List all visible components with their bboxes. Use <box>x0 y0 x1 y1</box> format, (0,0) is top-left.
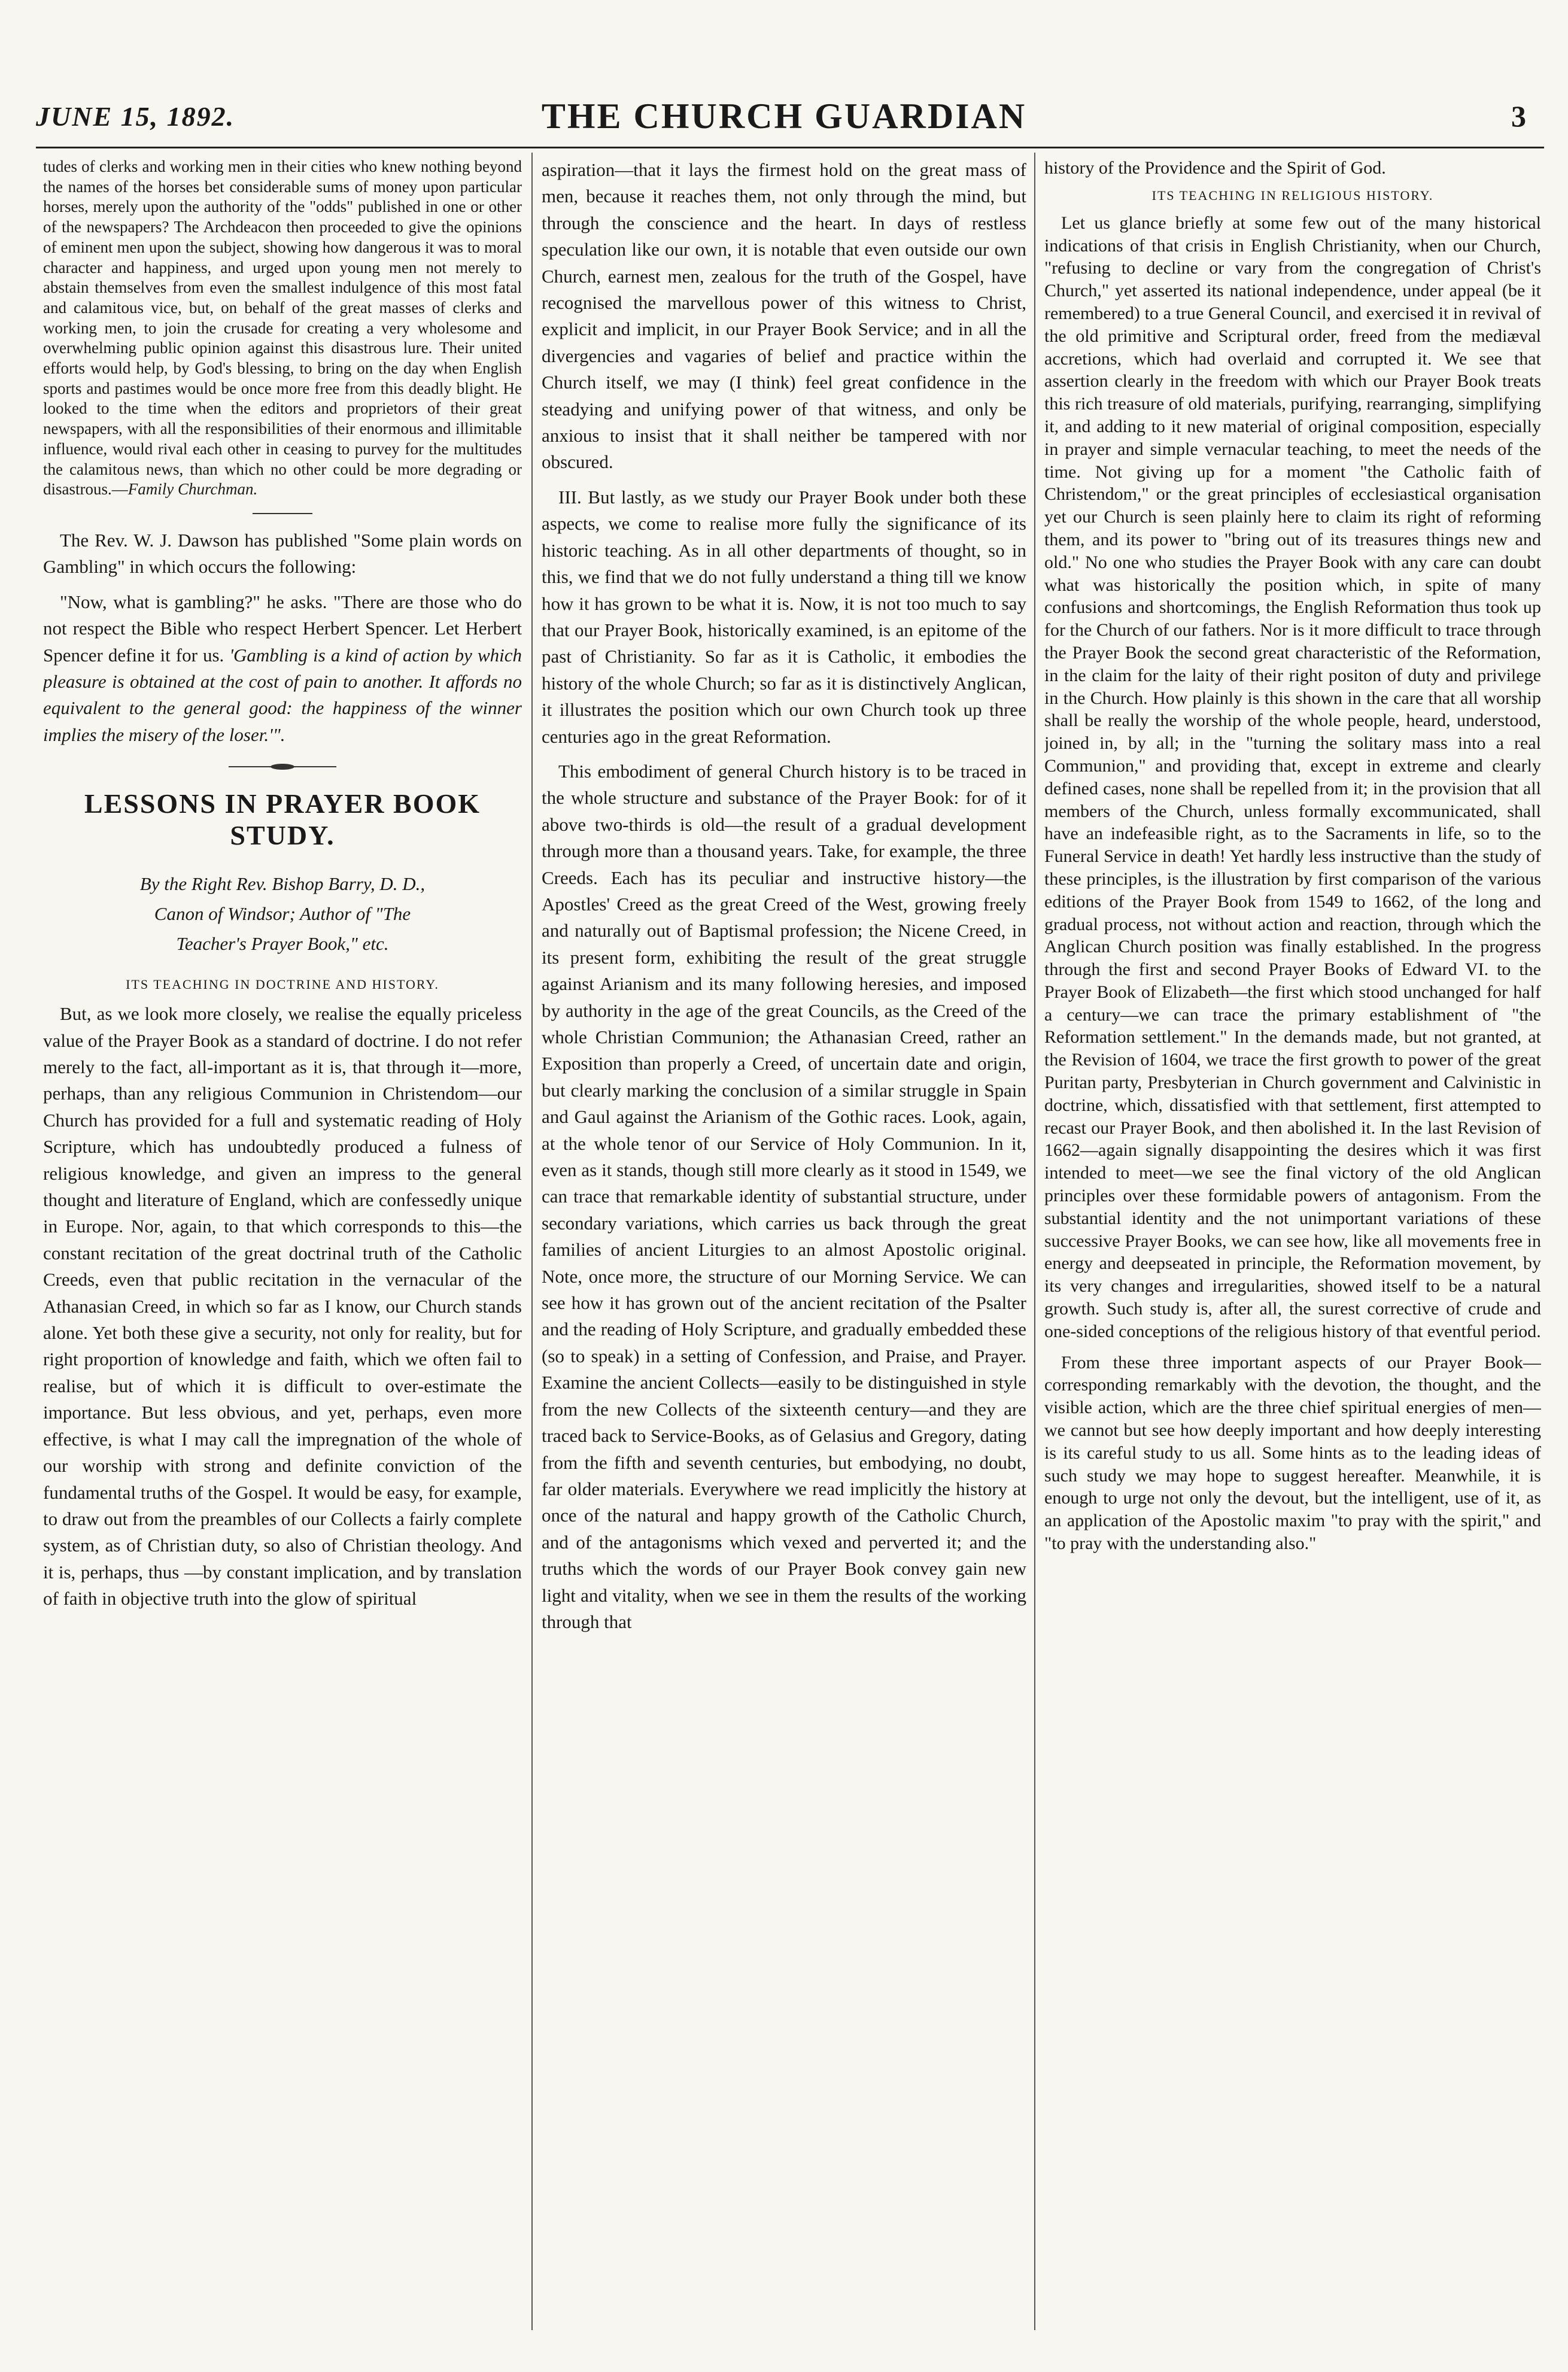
article-paragraph: "Now, what is gambling?" he asks. "There are those who do not respect the Bible who respect Herbert Spencer. Let Herbert Spencer define it for us. 'Gambling is a kind of action by which pleasure is obtained at the cost of pain to another. It affords no equivalent to the general good: the happiness of the winner implies the misery of the loser.'". <box>43 591 522 745</box>
article-paragraph: history of the Providence and the Spirit of God. <box>1044 158 1386 178</box>
column-divider <box>1034 153 1035 2330</box>
page-header <box>36 90 1532 144</box>
article-paragraph: Let us glance briefly at some few out of the many historical indications of that crisis in English Christianity, when our Church, "refusing to decline or vary from the congregation of Christ's Church," yet asserted its national independence, under appeal (be it remembered) to a true General Council, and exercised it in revival of the old primitive and Scriptural order, freed from the mediæval accretions, which had overlaid and corrupted it. We see that assertion clearly in the freedom with which our Prayer Book treats this rich treasure of old materials, purifying, rearranging, simplifying it, and adding to it new material of original composition, especially in prayer and simple vernacular teaching, to meet the needs of the time. Not giving up for a moment "the Catholic faith of Christendom," or the great principles of ecclesiastical organisation yet our Church is seen plainly here to claim its right of reforming them, and its power to "bring out of its treasures things new and old." No one who studies the Prayer Book with any care can doubt what was historically the position which, in spite of many confusions and shortcomings, the English Reformation thus took up for the Church of our fathers. Nor is it more difficult to trace through the Prayer Book the second great characteristic of the Reformation, in the claim for the laity of their right positon of duty and privilege in the Church. How plainly is this shown in the care that all worship shall be really the worship of the whole people, heard, understood, joined in, by all; in the "turning the solitary mass into a real Communion," and providing that, except in extreme and clearly defined cases, none shall be repelled from it; in the provision that all members of the Church, unless formally excommunicated, shall have an indefeasible right, as to the Sacraments in life, so to the Funeral Service in death! Yet hardly less instructive than the study of these principles, is the illustration by first comparison of the various editions of the Prayer Book from 1549 to 1662, of the long and gradual process, not without action and reaction, through which the Anglican Church position was finally established. In the progress through the first and second Prayer Books of Edward VI. to the Prayer Book of Elizabeth—the first which stood unchanged for half a century—we can trace the primary establishment of "the Reformation settlement." In the demands made, but not granted, at the Revision of 1604, we trace the first growth to power of the great Puritan party, Presbyterian in Church government and Calvinistic in doctrine, which, dissatisfied with that settlement, first attempted to recast our Prayer Book, and then abolished it. In the last Revision of 1662—again signally disappointing the desires which it was first intended to meet—we see the final victory of the old Anglican principles over these formidable powers of antagonism. From the substantial identity and the not unimportant variations of these successive Prayer Books, we can see how, like all movements free in energy and deepseated in principle, the Reformation movement, by its very changes and irregularities, showed itself to be a natural growth. Such study is, after all, the surest corrective of crude and one-sided conceptions of the religious history of that eventful period. <box>1044 212 1541 1341</box>
section-subheading: ITS TEACHING IN DOCTRINE AND HISTORY. <box>126 977 439 992</box>
column-left <box>43 157 522 2324</box>
column-middle <box>542 157 1026 2324</box>
article-paragraph: aspiration—that it lays the firmest hold on the great mass of men, because it reaches them, not only through the mind, but through the conscience and the heart. In days of restless speculation like our own, it is notable that even outside our own Church, earnest men, zealous for the truth of the Gospel, have recognised the marvellous power of this witness to Christ, explicit and implicit, in our Prayer Book Service; and in all the divergencies and vagaries of belief and practice within the Church itself, we may (I think) feel great confidence in the steadying and unifying power of that witness, and only be anxious to insist that it shall neither be tampered with nor obscured. <box>542 159 1026 473</box>
issue-date: JUNE 15, 1892. <box>36 101 235 132</box>
column-right <box>1044 157 1541 2324</box>
header-rule <box>36 147 1544 148</box>
source-credit: Family Churchman. <box>127 480 258 499</box>
article-paragraph: This embodiment of general Church history is to be traced in the whole structure and substance of the Prayer Book: for of it above two-thirds is old—the result of a gradual development through more than a thousand years. Take, for example, the three Creeds. Each has its peculiar and instructive history—the Apostles' Creed as the great Creed of the West, growing freely and naturally out of Baptismal profession; the Nicene Creed, in its present form, exhibiting the result of the great struggle against Arianism and its many following heresies, and imposed by authority in the age of the great Councils, as the Creed of the whole Christian Communion; the Athanasian Creed, rather an Exposition than properly a Creed, of uncertain date and origin, but clearly marking the conclusion of a similar struggle in Spain and Gaul against the Arianism of the Gothic races. Look, again, at the whole tenor of our Service of Holy Communion. In it, even as it stands, though still more clearly as it stood in 1549, we can trace that remarkable identity of substantial structure, under secondary variations, which carries us back through the great families of ancient Liturgies to an almost Apostolic original. Note, once more, the structure of our Morning Service. We can see how it has grown out of the ancient recitation of the Psalter and the reading of Holy Scripture, and gradually embedded these (so to speak) in a setting of Confession, and Praise, and Prayer. Examine the ancient Collects—easily to be distinguished in style from the new Collects of the sixteenth century—and they are traced back to Service-Books, as of Gelasius and Gregory, dating from the fifth and seventh centuries, but embodying, no doubt, far older materials. Everywhere we read implicitly the history at once of the natural and happy growth of the Catholic Church, and of the antagonisms which vexed and perverted it; and the truths which the words of our Prayer Book convey gain new light and vitality, when we see in them the results of the working through that <box>542 760 1026 1632</box>
page-number: 3 <box>1511 99 1526 133</box>
article-paragraph: III. But lastly, as we study our Prayer Book under both these aspects, we come to realise more fully the significance of its historic teaching. As in all other departments of thought, so in this, we find that we do not fully understand a thing till we know how it has grown to be what it is. Now, it is not too much to say that our Prayer Book, historically examined, is an epitome of the past of Christianity. So far as it is Catholic, it embodies the history of the whole Church; so far as it is distinctively Anglican, it illustrates the position which our own Church took up three centuries ago in the great Reformation. <box>542 486 1026 747</box>
section-subheading: ITS TEACHING IN RELIGIOUS HISTORY. <box>1151 187 1434 203</box>
article-headline: LESSONS IN PRAYER BOOK STUDY. <box>84 788 481 851</box>
column-divider <box>531 153 533 2330</box>
ornamental-divider <box>229 764 336 770</box>
gambling-definition-quote: 'Gambling is a kind of action by which pleasure is obtained at the cost of pain to another. It affords no equivalent to the general good: the happiness of the winner implies the misery of the loser.'". <box>43 644 522 745</box>
article-paragraph: From these three important aspects of our Prayer Book—corresponding remarkably with the devotion, the thought, and the visible action, which are the three chief spiritual energies of men—we cannot but see how deeply important and how deeply interesting is its careful study to us all. Some hints as to the leading ideas of such study we may hope to suggest hereafter. Meanwhile, it is enough to urge not only the devout, but the intelligent, use of it, as an application of the Apostolic maxim "to pray with the spirit," and "to pray with the understanding also." <box>1044 1352 1541 1554</box>
section-rule <box>253 513 312 514</box>
article-paragraph: But, as we look more closely, we realise the equally priceless value of the Prayer Book as a standard of doctrine. I do not refer merely to the fact, all-important as it is, that through it—more, perhaps, than any religious Communion in Christendom—our Church has provided for a full and systematic reading of Holy Scripture, which has undoubtedly produced a fulness of religious knowledge, and given an impress to the general thought and literature of England, which are confessedly unique in Europe. Nor, again, to that which corresponds to this—the constant recitation of the great doctrinal truth of the Catholic Creeds, even that public recitation in the vernacular of the Athanasian Creed, in which so far as I know, our Church stands alone. Yet both these give a security, not only for reality, but for right proportion of knowledge and faith, which we often fail to realise, but of which it is difficult to over-estimate the importance. But less obvious, and yet, perhaps, even more effective, is what I may call the impregnation of the whole of our worship with strong and definite conviction of the fundamental truths of the Gospel. It would be easy, for example, to draw out from the preambles of our Collects a fairly complete system, as of Christian duty, so also of Christian theology. And it is, perhaps, thus —by constant implication, and by translation of faith in objective truth into the glow of spiritual <box>43 1003 522 1609</box>
masthead-title: THE CHURCH GUARDIAN <box>541 96 1027 136</box>
article-paragraph: The Rev. W. J. Dawson has published "Some plain words on Gambling" in which occurs the following: <box>43 529 522 578</box>
article-byline: By the Right Rev. Bishop Barry, D. D., Canon of Windsor; Author of "The Teacher's Prayer Book," etc. <box>139 873 426 955</box>
article-paragraph: tudes of clerks and working men in their cities who knew nothing beyond the names of the horses bet considerable sums of money upon particular horses, merely upon the authority of the "odds" published in one or other of the newspapers? The Archdeacon then proceeded to give the opinions of eminent men upon the subject, showing how dangerous it was to moral character and happiness, and urged upon young men not merely to abstain themselves from even the smallest indulgence of this most fatal and calamitous vice, but, on behalf of the great masses of clerks and working men, to join the crusade for creating a very wholesome and overwhelming public opinion against this disastrous lure. Their united efforts would help, by God's blessing, to bring on the day when English sports and pastimes would be once more free from this deadly blight. He looked to the time when the editors and proprietors of their great newspapers, with all the responsibilities of their enormous and illimitable influence, would rival each other in ceasing to purvey for the multitudes the calamitous news, than which no other could be more degrading or disastrous.—Family Churchman. <box>43 157 522 499</box>
